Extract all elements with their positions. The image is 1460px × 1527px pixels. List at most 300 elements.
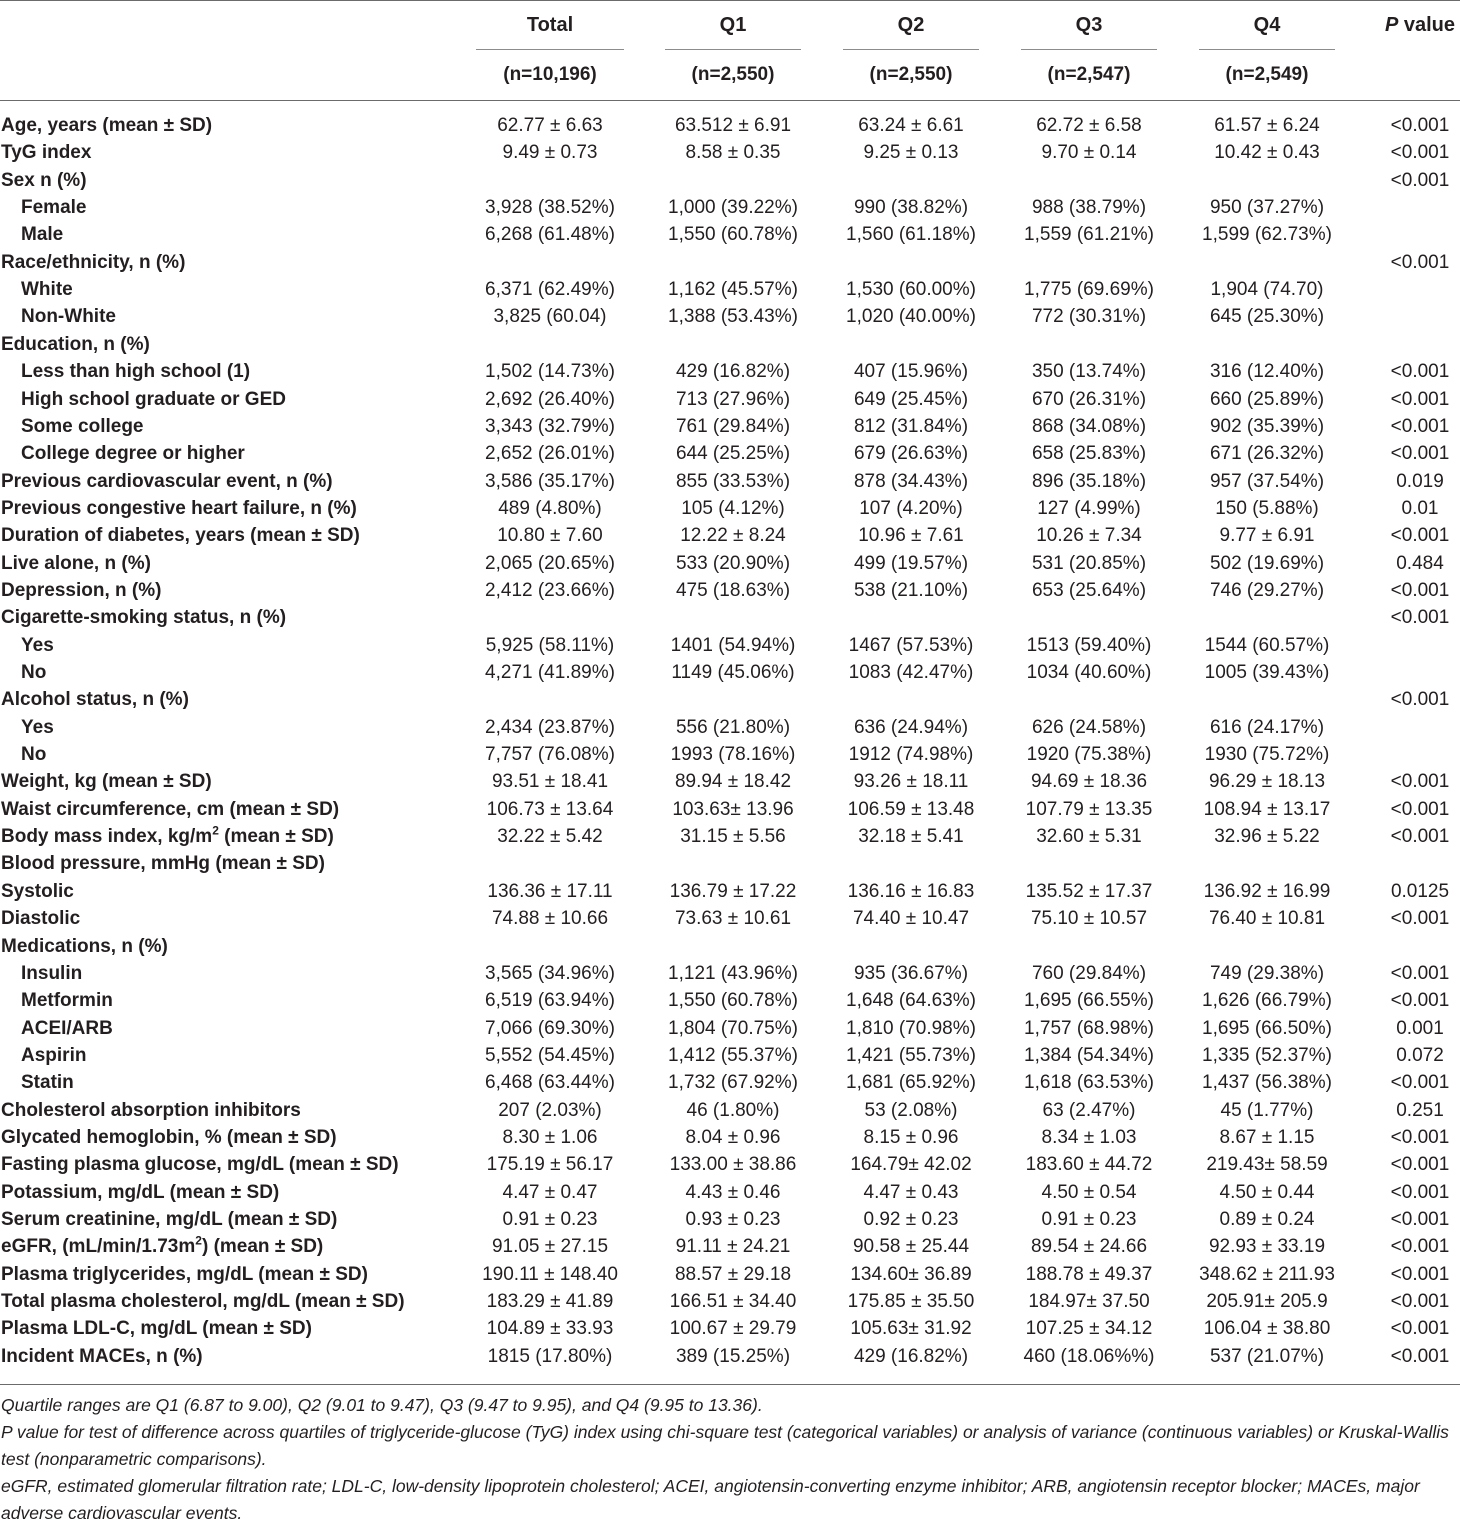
- cell-q4: 957 (37.54%): [1209, 470, 1325, 492]
- cell-q4: 749 (29.38%): [1209, 962, 1325, 984]
- cell-q1: 1,550 (60.78%): [668, 224, 798, 246]
- cell-total: 136.36 ± 17.11: [487, 880, 613, 902]
- cell-q2: 63.24 ± 6.61: [858, 115, 964, 136]
- table-bottom-rule: [0, 1384, 1460, 1385]
- row-label: [1, 468, 333, 495]
- row-label: [1, 1179, 279, 1206]
- cell-q2: 8.15 ± 0.96: [863, 1126, 959, 1148]
- header-q1: Q1: [719, 14, 747, 36]
- cell-total: 91.05 ± 27.15: [491, 1236, 609, 1258]
- cell-q3: 760 (29.84%): [1031, 962, 1147, 984]
- row-label: [1, 1124, 337, 1151]
- table-row: [0, 194, 1460, 221]
- cell-q1: 1,121 (43.96%): [668, 962, 798, 984]
- cell-total: 5,552 (54.45%): [485, 1044, 615, 1066]
- cell-q1: 73.63 ± 10.61: [674, 908, 792, 930]
- cell-q3: 350 (13.74%): [1031, 361, 1147, 383]
- cell-q1: 100.67 ± 29.79: [669, 1318, 797, 1340]
- header-q4: Q4: [1253, 14, 1281, 36]
- cell-q1: 855 (33.53%): [675, 470, 791, 492]
- cell-q1: 103.63± 13.96: [672, 798, 794, 820]
- count-q4: (n=2,549): [1225, 64, 1309, 85]
- table-row: [0, 276, 1460, 303]
- cell-total: 489 (4.80%): [498, 497, 602, 519]
- cell-p-value: 0.251: [1396, 1099, 1444, 1121]
- cell-q4: 902 (35.39%): [1209, 415, 1325, 437]
- cell-q2: 1,421 (55.73%): [846, 1044, 976, 1066]
- cell-q4: 1,437 (56.38%): [1202, 1072, 1332, 1094]
- cell-q4: 645 (25.30%): [1209, 306, 1325, 328]
- cell-q4: 106.04 ± 38.80: [1203, 1318, 1331, 1340]
- cell-q2: 53 (2.08%): [864, 1099, 958, 1121]
- row-label-text: Glycated hemoglobin, % (mean ± SD): [1, 1126, 337, 1148]
- cell-q1: 136.79 ± 17.22: [669, 880, 797, 902]
- table-footnotes: [1, 1392, 1456, 1527]
- row-label: [21, 386, 286, 413]
- header-q2: Q2: [897, 14, 925, 36]
- cell-p-value: <0.001: [1390, 826, 1450, 848]
- cell-q4: 616 (24.17%): [1209, 716, 1325, 738]
- table-row: [0, 386, 1460, 413]
- row-label-text: Fasting plasma glucose, mg/dL (mean ± SD): [1, 1154, 399, 1176]
- cell-q2: 538 (21.10%): [853, 579, 969, 601]
- row-label: [1, 768, 212, 795]
- cell-total: 2,065 (20.65%): [485, 552, 615, 574]
- table-row: [0, 1261, 1460, 1288]
- cell-q3: 0.91 ± 0.23: [1041, 1209, 1137, 1230]
- cell-q1: 1,412 (55.37%): [668, 1044, 798, 1066]
- cell-q2: 0.92 ± 0.23: [863, 1209, 959, 1230]
- row-label-suffix: (mean ± SD): [218, 826, 334, 848]
- cell-total: 6,468 (63.44%): [485, 1072, 615, 1094]
- cell-total: 3,825 (60.04): [493, 306, 607, 328]
- cell-p-value: <0.001: [1390, 1236, 1450, 1258]
- cell-q1: 1,732 (67.92%): [668, 1072, 798, 1094]
- cell-q3: 460 (18.06%%): [1023, 1345, 1155, 1367]
- cell-q3: 658 (25.83%): [1031, 443, 1147, 465]
- cell-p-value: 0.0125: [1390, 880, 1450, 902]
- cell-p-value: <0.001: [1390, 990, 1450, 1012]
- table-row: [0, 1124, 1460, 1151]
- row-label-text: ACEI/ARB: [21, 1017, 113, 1039]
- table-row: [0, 1151, 1460, 1178]
- row-label-text: Depression, n (%): [1, 579, 162, 601]
- cell-q1: 429 (16.82%): [675, 361, 791, 383]
- row-label: [1, 850, 325, 877]
- row-label-suffix: ) (mean ± SD): [201, 1236, 324, 1258]
- table-row: [0, 413, 1460, 440]
- cell-q3: 1,757 (68.98%): [1024, 1017, 1154, 1039]
- row-label: [1, 1288, 405, 1315]
- cell-q4: 205.91± 205.9: [1206, 1291, 1328, 1313]
- cell-p-value: <0.001: [1390, 579, 1450, 601]
- row-label-text: Cigarette-smoking status, n (%): [1, 607, 287, 629]
- cell-q2: 636 (24.94%): [853, 716, 969, 738]
- cell-q4: 316 (12.40%): [1209, 361, 1325, 383]
- row-label-text: Body mass index, kg/m: [1, 826, 213, 848]
- row-label-text: Medications, n (%): [1, 935, 168, 957]
- cell-q2: 164.79± 42.02: [850, 1154, 972, 1176]
- cell-q3: 89.54 ± 24.66: [1030, 1236, 1148, 1258]
- cell-total: 8.30 ± 1.06: [502, 1126, 598, 1148]
- row-label: [1, 550, 151, 577]
- cell-q2: 679 (26.63%): [853, 443, 969, 465]
- table-row: [0, 1315, 1460, 1342]
- row-label-text: Education, n (%): [1, 333, 150, 355]
- cell-q2: 1467 (57.53%): [848, 634, 974, 656]
- cell-q4: 219.43± 58.59: [1206, 1154, 1328, 1176]
- table-top-rule: [0, 0, 1460, 1]
- cell-q3: 10.26 ± 7.34: [1036, 525, 1142, 547]
- cell-q2: 32.18 ± 5.41: [858, 826, 964, 848]
- row-label-text: Previous congestive heart failure, n (%): [1, 497, 357, 519]
- cell-q3: 1,559 (61.21%): [1024, 224, 1154, 246]
- count-q1: (n=2,550): [691, 64, 775, 85]
- row-label-text: Age, years (mean ± SD): [1, 115, 213, 136]
- cell-q3: 9.70 ± 0.14: [1041, 142, 1137, 164]
- cell-p-value: <0.001: [1390, 142, 1450, 164]
- cell-total: 9.49 ± 0.73: [502, 142, 598, 164]
- cell-q1: 46 (1.80%): [686, 1099, 780, 1121]
- header-p-value: [1380, 14, 1460, 37]
- cell-q3: 94.69 ± 18.36: [1030, 771, 1148, 793]
- cell-q4: 660 (25.89%): [1209, 388, 1325, 410]
- table-row: [0, 577, 1460, 604]
- table-row: [0, 1206, 1460, 1233]
- row-label: [1, 1315, 312, 1342]
- cell-q1: 89.94 ± 18.42: [674, 771, 792, 793]
- cell-q4: 96.29 ± 18.13: [1208, 771, 1326, 793]
- header-q3: Q3: [1075, 14, 1103, 36]
- row-label-text: Some college: [21, 415, 144, 437]
- cell-q4: 1,695 (66.50%): [1202, 1017, 1332, 1039]
- cell-q3: 107.79 ± 13.35: [1025, 798, 1153, 820]
- cell-q2: 107 (4.20%): [859, 497, 963, 519]
- cell-q4: 1,335 (52.37%): [1202, 1044, 1332, 1066]
- cell-q1: 8.04 ± 0.96: [685, 1126, 781, 1148]
- cell-q3: 32.60 ± 5.31: [1036, 826, 1142, 848]
- cell-total: 3,565 (34.96%): [485, 962, 615, 984]
- table-row: [0, 714, 1460, 741]
- row-label: [1, 522, 360, 549]
- cell-total: 2,412 (23.66%): [485, 579, 615, 601]
- cell-p-value: <0.001: [1390, 1072, 1450, 1094]
- cell-q1: 4.43 ± 0.46: [685, 1181, 781, 1203]
- cell-q4: 348.62 ± 211.93: [1199, 1263, 1335, 1285]
- cell-q1: 1993 (78.16%): [670, 744, 796, 766]
- cell-q2: 1,648 (64.63%): [846, 990, 976, 1012]
- table-row: [0, 686, 1460, 713]
- cell-p-value: 0.01: [1401, 497, 1439, 519]
- row-label-text: Yes: [21, 634, 54, 656]
- row-label-text: Race/ethnicity, n (%): [1, 251, 186, 273]
- cell-q1: 63.512 ± 6.91: [674, 115, 792, 136]
- cell-q4: 92.93 ± 33.19: [1208, 1236, 1326, 1258]
- cell-q2: 1083 (42.47%): [848, 662, 974, 683]
- cell-p-value: <0.001: [1390, 169, 1450, 191]
- table-row: [0, 796, 1460, 823]
- cell-q2: 1,530 (60.00%): [846, 279, 976, 301]
- cell-total: 6,268 (61.48%): [485, 224, 615, 246]
- cell-q4: 10.42 ± 0.43: [1214, 142, 1320, 164]
- cell-q3: 4.50 ± 0.54: [1041, 1181, 1137, 1203]
- cell-q3: 772 (30.31%): [1031, 306, 1147, 328]
- row-label-text: Insulin: [21, 962, 83, 984]
- cell-p-value: <0.001: [1390, 415, 1450, 437]
- row-label: [21, 358, 250, 385]
- header-underline-total: [476, 49, 624, 50]
- cell-p-value: <0.001: [1390, 361, 1450, 383]
- row-label-text: Statin: [21, 1072, 74, 1094]
- cell-q4: 150 (5.88%): [1215, 497, 1319, 519]
- table-row: [0, 905, 1460, 932]
- cell-q2: 878 (34.43%): [853, 470, 969, 492]
- count-total: (n=10,196): [503, 64, 597, 85]
- cell-q2: 429 (16.82%): [853, 1345, 969, 1367]
- cell-q3: 63 (2.47%): [1042, 1099, 1136, 1121]
- row-label-text: Non-White: [21, 306, 116, 328]
- cell-q4: 4.50 ± 0.44: [1219, 1181, 1315, 1203]
- row-label: [1, 933, 168, 960]
- row-label-text: College degree or higher: [21, 443, 245, 465]
- row-label-superscript: 2: [212, 823, 219, 838]
- cell-q2: 9.25 ± 0.13: [863, 142, 959, 164]
- row-label: [1, 1151, 399, 1178]
- cell-q1: 133.00 ± 38.86: [669, 1154, 797, 1176]
- cell-p-value: <0.001: [1390, 908, 1450, 930]
- cell-q2: 1,681 (65.92%): [846, 1072, 976, 1094]
- table-row: [0, 1343, 1460, 1370]
- cell-q3: 531 (20.85%): [1031, 552, 1147, 574]
- cell-total: 93.51 ± 18.41: [491, 771, 609, 793]
- row-label: [1, 604, 286, 631]
- cell-total: 32.22 ± 5.42: [497, 826, 603, 848]
- cell-p-value: <0.001: [1390, 798, 1450, 820]
- cell-q1: 31.15 ± 5.56: [680, 826, 786, 848]
- cell-total: 1,502 (14.73%): [485, 361, 615, 383]
- cell-q3: 670 (26.31%): [1031, 388, 1147, 410]
- cell-p-value: <0.001: [1390, 1291, 1450, 1313]
- cell-q1: 475 (18.63%): [675, 579, 791, 601]
- cell-q4: 76.40 ± 10.81: [1208, 908, 1326, 930]
- cell-q2: 812 (31.84%): [853, 415, 969, 437]
- cell-q2: 1,810 (70.98%): [846, 1017, 976, 1039]
- cell-q1: 0.93 ± 0.23: [685, 1209, 781, 1230]
- row-label: [1, 905, 80, 932]
- row-label: [21, 1069, 74, 1096]
- row-label: [21, 960, 82, 987]
- row-label-text: Male: [21, 224, 64, 246]
- row-label: [1, 1343, 203, 1370]
- row-label-text: Female: [21, 197, 87, 219]
- cell-q4: 537 (21.07%): [1209, 1345, 1325, 1367]
- cell-q1: 1,388 (53.43%): [668, 306, 798, 328]
- row-label: [1, 1097, 301, 1124]
- table-row: [0, 1097, 1460, 1124]
- cell-total: 0.91 ± 0.23: [502, 1209, 598, 1230]
- row-label: [21, 1042, 86, 1069]
- cell-q4: 1,599 (62.73%): [1202, 224, 1332, 246]
- table-row: [0, 495, 1460, 522]
- row-label: [21, 303, 116, 330]
- cell-q3: 896 (35.18%): [1031, 470, 1147, 492]
- cell-q1: 644 (25.25%): [675, 443, 791, 465]
- row-label: [1, 112, 212, 139]
- table-row: [0, 1179, 1460, 1206]
- cell-q1: 1,804 (70.75%): [668, 1017, 798, 1039]
- cell-q1: 88.57 ± 29.18: [674, 1263, 792, 1285]
- cell-q1: 533 (20.90%): [675, 552, 791, 574]
- row-label-text: Aspirin: [21, 1044, 87, 1066]
- cell-q2: 4.47 ± 0.43: [863, 1181, 959, 1203]
- cell-q1: 1,000 (39.22%): [668, 197, 798, 219]
- table-row: [0, 468, 1460, 495]
- footnote-p-value: P value for test of difference across quartiles of triglyceride-glucose (TyG) index using chi-square test (categorical variables) or analysis of variance (continuous variables) or Kruskal-Wallis test (nonparametric comparisons).: [1, 1422, 1449, 1469]
- cell-q3: 1,695 (66.55%): [1024, 990, 1154, 1012]
- row-label-text: Cholesterol absorption inhibitors: [1, 1099, 301, 1121]
- cell-q3: 75.10 ± 10.57: [1030, 908, 1148, 930]
- cell-p-value: <0.001: [1390, 771, 1450, 793]
- cell-total: 2,692 (26.40%): [485, 388, 615, 410]
- cell-total: 6,371 (62.49%): [485, 279, 615, 301]
- row-label: [21, 632, 54, 659]
- cell-total: 4.47 ± 0.47: [502, 1181, 598, 1203]
- cell-total: 10.80 ± 7.60: [497, 525, 603, 547]
- cell-total: 5,925 (58.11%): [485, 634, 615, 656]
- row-label-text: Total plasma cholesterol, mg/dL (mean ± SD): [1, 1291, 405, 1313]
- row-label-text: Sex n (%): [1, 169, 87, 191]
- cell-q1: 761 (29.84%): [675, 415, 791, 437]
- table-row: [0, 960, 1460, 987]
- cell-q2: 105.63± 31.92: [850, 1318, 972, 1340]
- header-total: Total: [526, 14, 574, 36]
- row-label-text: Plasma triglycerides, mg/dL (mean ± SD): [1, 1263, 368, 1285]
- cell-q4: 0.89 ± 0.24: [1219, 1209, 1315, 1230]
- cell-q2: 935 (36.67%): [853, 962, 969, 984]
- cell-q2: 136.16 ± 16.83: [847, 880, 975, 902]
- cell-q4: 1930 (75.72%): [1204, 744, 1330, 766]
- row-label: [1, 167, 87, 194]
- row-label-text: Metformin: [21, 990, 113, 1012]
- row-label-text: Duration of diabetes, years (mean ± SD): [1, 525, 360, 547]
- cell-p-value: <0.001: [1390, 1209, 1450, 1230]
- cell-q3: 62.72 ± 6.58: [1036, 115, 1142, 136]
- footnote-abbreviations: eGFR, estimated glomerular filtration rate; LDL-C, low-density lipoprotein cholesterol; ACEI, angiotensin-converting enzyme inhibitor; ARB, angiotensin receptor blocker; MACEs, major adverse cardiovascular events.: [1, 1476, 1420, 1523]
- cell-total: 106.73 ± 13.64: [486, 798, 614, 820]
- row-label-text: High school graduate or GED: [21, 388, 286, 410]
- cell-q3: 188.78 ± 49.37: [1025, 1263, 1153, 1285]
- table-row: [0, 632, 1460, 659]
- cell-q2: 990 (38.82%): [853, 197, 969, 219]
- cell-q2: 499 (19.57%): [853, 552, 969, 574]
- cell-total: 3,586 (35.17%): [485, 470, 615, 492]
- cell-total: 3,928 (38.52%): [485, 197, 615, 219]
- cell-p-value: <0.001: [1390, 1318, 1450, 1340]
- row-label: [21, 659, 46, 686]
- table-row: [0, 1015, 1460, 1042]
- cell-q4: 45 (1.77%): [1220, 1099, 1314, 1121]
- row-label-text: Serum creatinine, mg/dL (mean ± SD): [1, 1209, 338, 1230]
- cell-q3: 127 (4.99%): [1037, 497, 1141, 519]
- row-label: [1, 1233, 323, 1260]
- table-row: [0, 112, 1460, 139]
- cell-q4: 671 (26.32%): [1209, 443, 1325, 465]
- cell-q3: 1920 (75.38%): [1026, 744, 1152, 766]
- row-label: [1, 878, 74, 905]
- cell-q1: 713 (27.96%): [675, 388, 791, 410]
- cell-q1: 166.51 ± 34.40: [669, 1291, 797, 1313]
- cell-q4: 1,626 (66.79%): [1202, 990, 1332, 1012]
- row-label-text: Blood pressure, mmHg (mean ± SD): [1, 853, 325, 875]
- cell-q4: 746 (29.27%): [1209, 579, 1325, 601]
- cell-p-value: <0.001: [1390, 607, 1450, 629]
- table-row: [0, 1233, 1460, 1260]
- row-label-text: Plasma LDL-C, mg/dL (mean ± SD): [1, 1318, 312, 1340]
- cell-q2: 1,560 (61.18%): [846, 224, 976, 246]
- row-label: [21, 1015, 113, 1042]
- cell-q2: 106.59 ± 13.48: [847, 798, 975, 820]
- cell-q1: 91.11 ± 24.21: [675, 1236, 791, 1258]
- table-row: [0, 522, 1460, 549]
- header-underline-q1: [665, 49, 801, 50]
- cell-q4: 1005 (39.43%): [1204, 662, 1330, 683]
- cell-p-value: <0.001: [1390, 443, 1450, 465]
- row-label-text: Less than high school (1): [21, 361, 251, 383]
- row-label: [1, 495, 357, 522]
- cell-q3: 183.60 ± 44.72: [1025, 1154, 1153, 1176]
- row-label-text: Incident MACEs, n (%): [1, 1345, 203, 1367]
- cell-total: 62.77 ± 6.63: [497, 115, 603, 136]
- row-label-text: Weight, kg (mean ± SD): [1, 771, 212, 793]
- cell-p-value: <0.001: [1390, 1126, 1450, 1148]
- cell-q4: 950 (37.27%): [1209, 197, 1325, 219]
- row-label: [21, 741, 46, 768]
- row-label-text: No: [21, 744, 47, 766]
- table-row: [0, 933, 1460, 960]
- cell-q2: 93.26 ± 18.11: [853, 771, 969, 793]
- cell-q3: 1,384 (54.34%): [1024, 1044, 1154, 1066]
- row-label-text: Systolic: [1, 880, 74, 902]
- table-row: [0, 139, 1460, 166]
- table-row: [0, 331, 1460, 358]
- cell-q2: 175.85 ± 35.50: [847, 1291, 975, 1313]
- row-label-text: Potassium, mg/dL (mean ± SD): [1, 1181, 280, 1203]
- header-underline-q4: [1199, 49, 1335, 50]
- table-row: [0, 987, 1460, 1014]
- table-row: [0, 850, 1460, 877]
- cell-p-value: 0.001: [1396, 1017, 1444, 1039]
- row-label-text: Previous cardiovascular event, n (%): [1, 470, 333, 492]
- cell-p-value: 0.019: [1396, 470, 1444, 492]
- cell-total: 2,652 (26.01%): [485, 443, 615, 465]
- cell-q2: 134.60± 36.89: [850, 1263, 972, 1285]
- cell-q1: 8.58 ± 0.35: [685, 142, 781, 164]
- row-label: [21, 413, 144, 440]
- cell-q3: 1034 (40.60%): [1026, 662, 1152, 683]
- cell-q1: 389 (15.25%): [675, 1345, 791, 1367]
- cell-total: 207 (2.03%): [498, 1099, 602, 1121]
- row-label-text: Alcohol status, n (%): [1, 689, 189, 711]
- row-label-text: No: [21, 662, 47, 683]
- cell-q2: 649 (25.45%): [853, 388, 969, 410]
- cell-q3: 1,618 (63.53%): [1024, 1072, 1154, 1094]
- cell-q4: 1544 (60.57%): [1204, 634, 1330, 656]
- count-q2: (n=2,550): [869, 64, 953, 85]
- cell-total: 190.11 ± 148.40: [482, 1263, 618, 1285]
- header-p-italic: P: [1384, 14, 1399, 36]
- header-p-rest: value: [1398, 14, 1456, 36]
- row-label: [1, 1261, 368, 1288]
